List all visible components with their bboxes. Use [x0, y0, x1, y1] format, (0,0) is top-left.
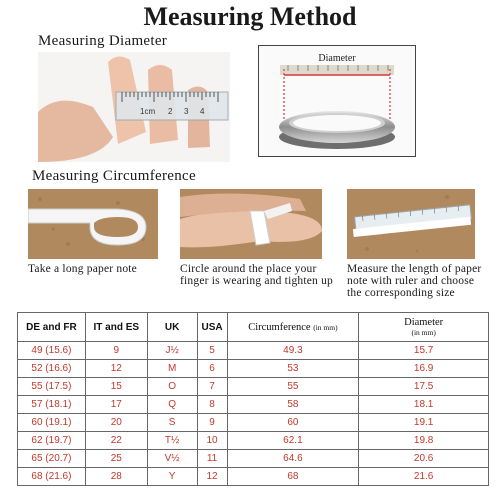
- cell-de-fr: 57 (18.1): [18, 396, 86, 414]
- cell-circumference: 55: [227, 378, 359, 396]
- cell-de-fr: 60 (19.1): [18, 414, 86, 432]
- header-diameter-unit: (in mm): [411, 328, 436, 337]
- table-row: [18, 360, 489, 378]
- cell-uk: M: [147, 360, 197, 378]
- ruler-mark-4: 4: [200, 107, 205, 116]
- header-circumference-unit: (in mm): [313, 322, 338, 332]
- circumference-section-label: Measuring Circumference: [32, 168, 196, 184]
- cell-uk: Y: [147, 468, 197, 486]
- step-caption-1: Take a long paper note: [28, 263, 137, 275]
- cell-de-fr: 52 (16.6): [18, 360, 86, 378]
- cell-diameter: 17.5: [359, 378, 489, 396]
- cell-diameter: 19.1: [359, 414, 489, 432]
- cell-de-fr: 65 (20.7): [18, 450, 86, 468]
- cell-diameter: 20.6: [359, 450, 489, 468]
- cell-it-es: 25: [85, 450, 147, 468]
- header-uk: UK: [147, 313, 197, 342]
- page-title: Measuring Method: [143, 2, 357, 31]
- cell-de-fr: 49 (15.6): [18, 342, 86, 360]
- header-de-fr: DE and FR: [18, 313, 86, 342]
- cell-circumference: 58: [227, 396, 359, 414]
- header-circumference-label: Circumference: [248, 321, 311, 333]
- cell-diameter: 19.8: [359, 432, 489, 450]
- header-usa: USA: [197, 313, 227, 342]
- cell-usa: 8: [197, 396, 227, 414]
- table-row: [18, 396, 489, 414]
- ruler-mark-3: 3: [184, 107, 189, 116]
- paper-note-photo: [28, 189, 158, 259]
- cell-diameter: 18.1: [359, 396, 489, 414]
- header-diameter-label: Diameter: [404, 317, 444, 328]
- cell-it-es: 28: [85, 468, 147, 486]
- cell-circumference: 53: [227, 360, 359, 378]
- cell-diameter: 15.7: [359, 342, 489, 360]
- finger-wrap-photo: [180, 189, 322, 259]
- diameter-section-label: Measuring Diameter: [38, 33, 168, 49]
- diameter-ruler-photo: [38, 52, 230, 162]
- ruler-mark-1cm: 1cm: [140, 107, 156, 116]
- cell-diameter: 21.6: [359, 468, 489, 486]
- cell-circumference: 64.6: [227, 450, 359, 468]
- cell-circumference: 60: [227, 414, 359, 432]
- cell-de-fr: 62 (19.7): [18, 432, 86, 450]
- step-caption-3: Measure the length of paper note with ruler and choose the corresponding size: [347, 263, 482, 299]
- cell-it-es: 15: [85, 378, 147, 396]
- cell-it-es: 22: [85, 432, 147, 450]
- cell-it-es: 12: [85, 360, 147, 378]
- cell-uk: S: [147, 414, 197, 432]
- table-row: [18, 378, 489, 396]
- cell-it-es: 9: [85, 342, 147, 360]
- cell-de-fr: 68 (21.6): [18, 468, 86, 486]
- diameter-ring-photo: [258, 45, 416, 157]
- cell-circumference: 49.3: [227, 342, 359, 360]
- header-it-es: IT and ES: [85, 313, 147, 342]
- cell-usa: 6: [197, 360, 227, 378]
- ring-size-table: [17, 312, 489, 486]
- ring-diameter-label: Diameter: [318, 53, 356, 64]
- cell-usa: 10: [197, 432, 227, 450]
- cell-uk: V½: [147, 450, 197, 468]
- table-row: [18, 450, 489, 468]
- cell-uk: T½: [147, 432, 197, 450]
- cell-circumference: 68: [227, 468, 359, 486]
- table-row: [18, 414, 489, 432]
- table-row: [18, 432, 489, 450]
- cell-usa: 7: [197, 378, 227, 396]
- cell-usa: 5: [197, 342, 227, 360]
- cell-de-fr: 55 (17.5): [18, 378, 86, 396]
- table-row: [18, 468, 489, 486]
- size-table-header: [18, 313, 489, 342]
- ruler-mark-2: 2: [168, 107, 173, 116]
- cell-uk: Q: [147, 396, 197, 414]
- header-diameter: [359, 313, 489, 342]
- header-circumference: [227, 313, 359, 342]
- step-caption-2: Circle around the place your finger is wearing and tighten up: [180, 263, 333, 287]
- cell-diameter: 16.9: [359, 360, 489, 378]
- cell-uk: J½: [147, 342, 197, 360]
- cell-usa: 9: [197, 414, 227, 432]
- cell-usa: 11: [197, 450, 227, 468]
- cell-circumference: 62.1: [227, 432, 359, 450]
- cell-uk: O: [147, 378, 197, 396]
- cell-it-es: 20: [85, 414, 147, 432]
- measure-paper-photo: [347, 189, 475, 259]
- cell-usa: 12: [197, 468, 227, 486]
- cell-it-es: 17: [85, 396, 147, 414]
- table-row: [18, 342, 489, 360]
